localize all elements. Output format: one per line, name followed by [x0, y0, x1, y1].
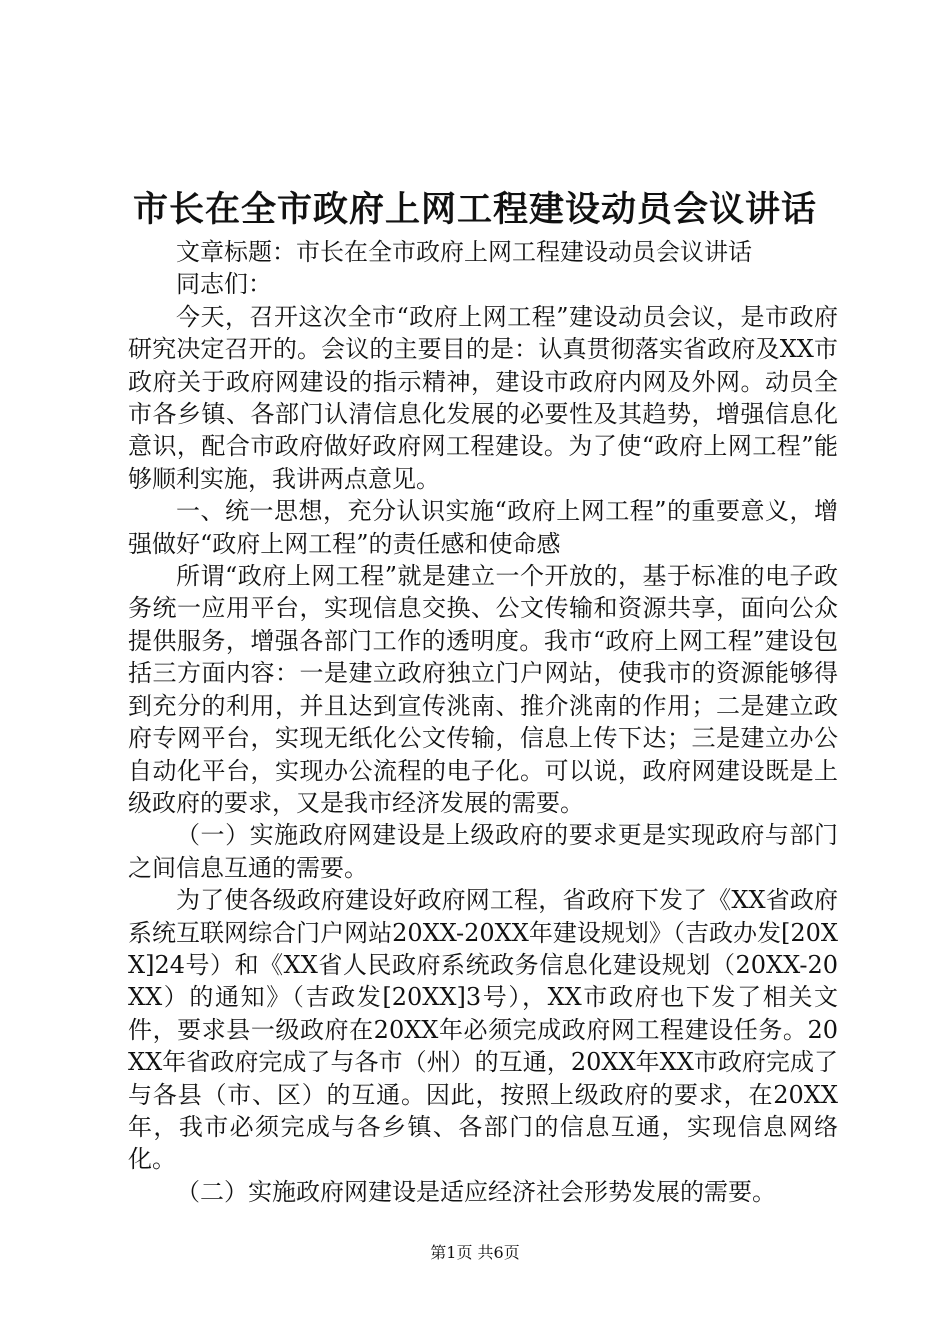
paragraph-definition: 所谓“政府上网工程”就是建立一个开放的，基于标准的电子政务统一应用平台，实现信息交换、公文传输和资源共享，面向公众提供服务，增强各部门工作的透明度。我市“政府上网工程”建设包括三方面内容：一是建立政府独立门户网站，使我市的资源能够得到充分的利用，并且达到宣传洮南、推介洮南的作用；二是建立政府专网平台，实现无纸化公文传输，信息上传下达；三是建立办公自动化平台，实现办公流程的电子化。可以说，政府网建设既是上级政府的要求，又是我市经济发展的需要。 [128, 562, 838, 817]
document-body [128, 236, 838, 1208]
article-title-line: 文章标题：市长在全市政府上网工程建设动员会议讲话 [176, 238, 752, 266]
paragraph-requirements: 为了使各级政府建设好政府网工程，省政府下发了《XX省政府系统互联网综合门户网站20XX-20XX年建设规划》（吉政办发[20XX]24号）和《XX省人民政府系统政务信息化建设规划（20XX-20XX）的通知》（吉政发[20XX]3号），XX市政府也下发了相关文件，要求县一级政府在20XX年必须完成政府网工程建设任务。20XX年省政府完成了与各市（州）的互通，20XX年XX市政府完成了与各县（市、区）的互通。因此，按照上级政府的要求，在20XX年，我市必须完成与各乡镇、各部门的信息互通，实现信息网络化。 [128, 886, 838, 1174]
subsection-heading-1: （一）实施政府网建设是上级政府的要求更是实现政府与部门之间信息互通的需要。 [128, 821, 838, 882]
document-title: 市长在全市政府上网工程建设动员会议讲话 [132, 189, 817, 230]
paragraph-intro: 今天，召开这次全市“政府上网工程”建设动员会议，是市政府研究决定召开的。会议的主要目的是：认真贯彻落实省政府及XX市政府关于政府网建设的指示精神，建设市政府内网及外网。动员全市各乡镇、各部门认清信息化发展的必要性及其趋势，增强信息化意识，配合市政府做好政府网工程建设。为了使“政府上网工程”能够顺利实施，我讲两点意见。 [128, 302, 838, 493]
salutation: 同志们： [176, 270, 272, 299]
section-heading-1: 一、统一思想，充分认识实施“政府上网工程”的重要意义，增强做好“政府上网工程”的责任感和使命感 [128, 497, 838, 558]
subsection-heading-2: （二）实施政府网建设是适应经济社会形势发展的需要。 [176, 1177, 776, 1206]
page-footer: 第1页 共6页 [430, 1243, 520, 1262]
